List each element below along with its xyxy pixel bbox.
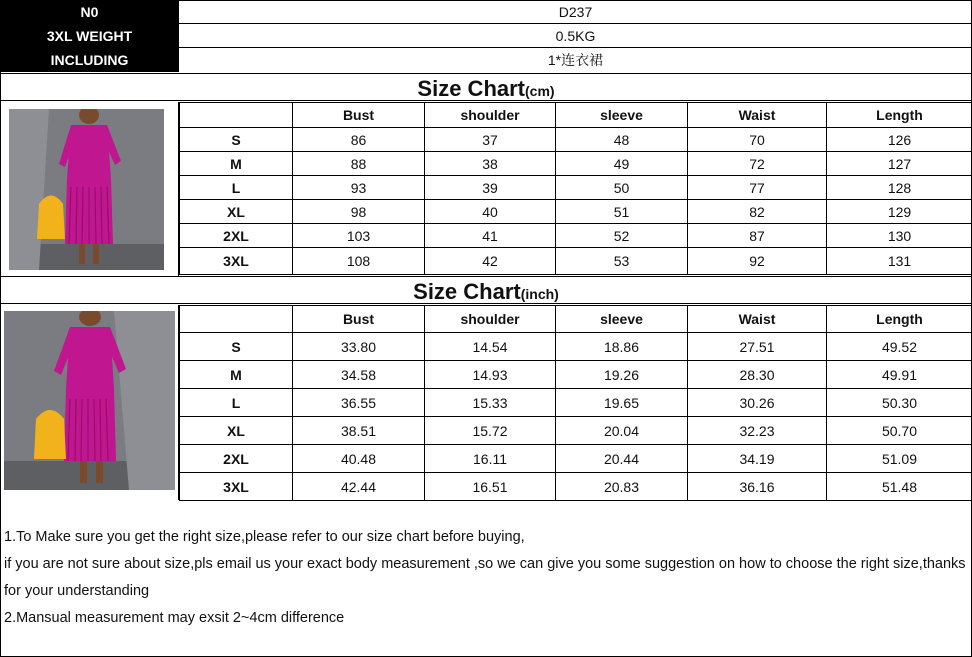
table-cell: 15.72 [425,417,556,445]
table-cell: 19.26 [556,361,688,389]
table-cell: 127 [827,152,972,176]
size-label: L [180,389,293,417]
chart-unit: (inch) [520,286,559,302]
table-cell: 33.80 [293,333,425,361]
column-header: Bust [293,103,425,128]
column-header: shoulder [425,103,556,128]
table-cell: 51.09 [827,445,972,473]
table-cell: 103 [293,224,425,248]
chart-title-text: Size Chart [417,76,526,101]
header-row-style [0,0,972,24]
table-row [180,176,972,200]
header-key: N0 [0,0,179,24]
table-cell: 93 [293,176,425,200]
table-cell: 14.93 [425,361,556,389]
table-cell: 49.52 [827,333,972,361]
table-cell: 51 [556,200,688,224]
size-notes [4,524,968,632]
size-label: XL [180,200,293,224]
size-label: 2XL [180,224,293,248]
table-cell: 48 [556,128,688,152]
header-value: D237 [179,0,972,24]
chart-title-text: Size Chart [413,279,521,304]
table-row [180,473,972,501]
table-cell: 20.04 [556,417,688,445]
table-row [180,361,972,389]
table-cell: 41 [425,224,556,248]
size-label: 3XL [180,473,293,501]
table-row [180,417,972,445]
column-header: sleeve [556,103,688,128]
table-cell: 38 [425,152,556,176]
header-value: 1*连衣裙 [547,52,604,68]
table-cell: 36.16 [688,473,827,501]
header-row-including [0,48,972,72]
table-cell: 42 [425,248,556,275]
table-cell: 86 [293,128,425,152]
table-cell: 34.19 [688,445,827,473]
chart-unit: (cm) [525,83,555,99]
size-label: S [180,333,293,361]
table-row [180,445,972,473]
table-header-row [180,103,972,128]
column-header: Bust [293,306,425,333]
table-cell: 37 [425,128,556,152]
column-header: Length [827,103,972,128]
table-cell: 16.51 [425,473,556,501]
table-cell: 53 [556,248,688,275]
header-row-weight [0,24,972,48]
note-line: 2.Mansual measurement may exsit 2~4cm difference [4,610,345,626]
table-row [180,128,972,152]
size-label: M [180,152,293,176]
table-cell: 20.44 [556,445,688,473]
product-photo [9,109,164,270]
table-cell: 50.30 [827,389,972,417]
table-cell: 14.54 [425,333,556,361]
table-cell: 36.55 [293,389,425,417]
size-label: 2XL [180,445,293,473]
column-header: Waist [688,103,827,128]
table-cell: 20.83 [556,473,688,501]
table-cell: 39 [425,176,556,200]
table-cell: 30.26 [688,389,827,417]
table-cell: 50 [556,176,688,200]
header-key: 3XL WEIGHT [0,24,179,48]
table-cell: 18.86 [556,333,688,361]
column-header: Length [827,306,972,333]
table-cell: 126 [827,128,972,152]
table-row [180,248,972,275]
table-cell: 130 [827,224,972,248]
column-header: sleeve [556,306,688,333]
table-cell: 27.51 [688,333,827,361]
inch-size-table [179,305,972,501]
table-cell: 49 [556,152,688,176]
size-label: L [180,176,293,200]
table-row [180,152,972,176]
table-cell: 40.48 [293,445,425,473]
table-cell: 98 [293,200,425,224]
size-label: M [180,361,293,389]
corner-cell [180,306,293,333]
table-cell: 51.48 [827,473,972,501]
column-header: Waist [688,306,827,333]
cm-chart-title [0,73,972,101]
inch-chart-title [0,276,972,304]
note-line: if you are not sure about size,pls email us your exact body measurement ,so we can give you some suggestion on how to choose the right size,thanks for your understanding [4,556,966,599]
header-key: INCLUDING [0,48,179,72]
table-cell: 16.11 [425,445,556,473]
size-label: 3XL [180,248,293,275]
table-cell: 92 [688,248,827,275]
table-cell: 70 [688,128,827,152]
table-row [180,389,972,417]
product-photo [4,311,175,490]
table-row [180,224,972,248]
table-cell: 50.70 [827,417,972,445]
table-cell: 38.51 [293,417,425,445]
table-cell: 52 [556,224,688,248]
table-cell: 28.30 [688,361,827,389]
cm-size-table [179,102,972,275]
table-cell: 131 [827,248,972,275]
table-cell: 82 [688,200,827,224]
header-value: 0.5KG [179,24,972,48]
table-cell: 42.44 [293,473,425,501]
size-label: S [180,128,293,152]
table-cell: 19.65 [556,389,688,417]
table-cell: 129 [827,200,972,224]
note-line: 1.To Make sure you get the right size,please refer to our size chart before buying, [4,529,525,545]
table-cell: 40 [425,200,556,224]
column-header: shoulder [425,306,556,333]
table-cell: 49.91 [827,361,972,389]
table-cell: 128 [827,176,972,200]
table-header-row [180,306,972,333]
table-cell: 108 [293,248,425,275]
size-label: XL [180,417,293,445]
table-cell: 32.23 [688,417,827,445]
corner-cell [180,103,293,128]
table-cell: 87 [688,224,827,248]
table-row [180,200,972,224]
table-cell: 15.33 [425,389,556,417]
table-cell: 72 [688,152,827,176]
table-cell: 88 [293,152,425,176]
table-row [180,333,972,361]
table-cell: 77 [688,176,827,200]
table-cell: 34.58 [293,361,425,389]
